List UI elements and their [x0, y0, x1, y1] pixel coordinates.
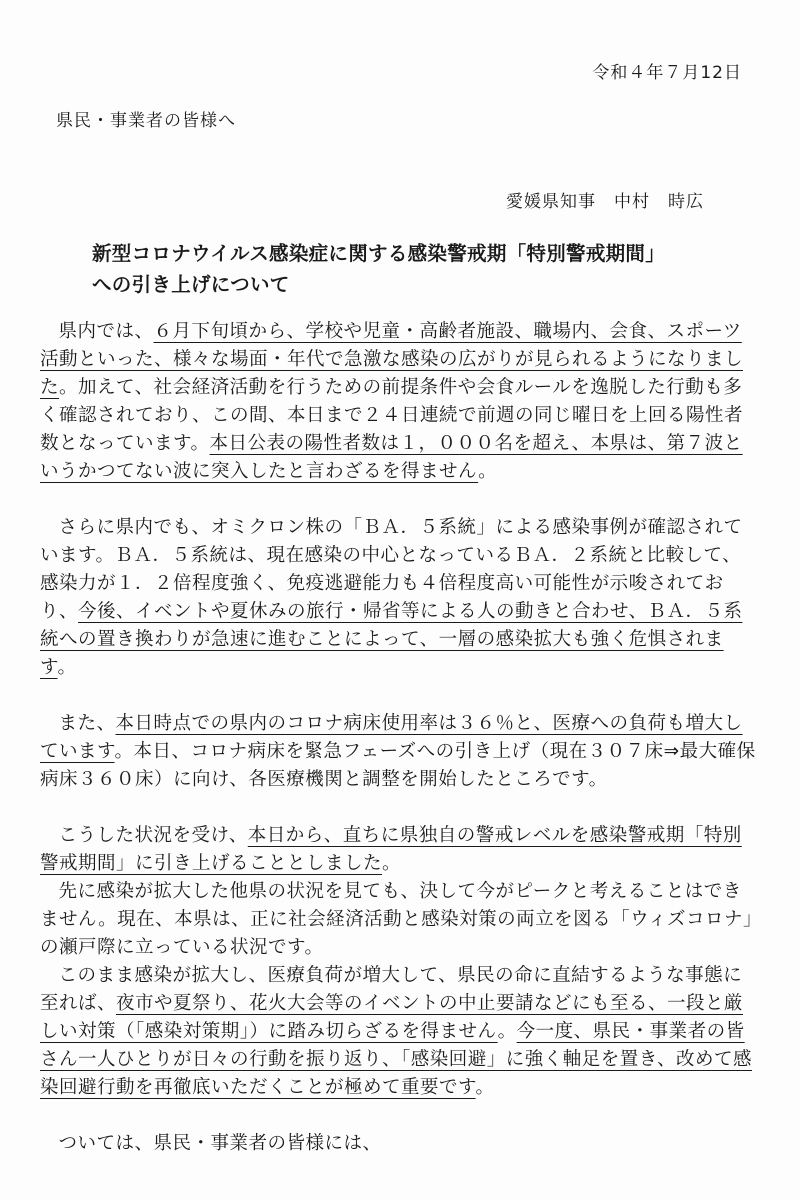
p2-text-b: 。 — [57, 657, 77, 678]
p1-underline-2: 本日公表の陽性者数は１，０００名を超え、本県は、第７波というかつてない波に突入したと言わざるを得ません — [40, 433, 743, 482]
document-body — [40, 318, 760, 1158]
p2-text-a: さらに県内でも、オミクロン株の「ＢＡ．５系統」による感染事例が確認されています。ＢＡ．５系統は、現在感染の中心となっているＢＡ．２系統と比較して、感染力が１．２倍程度強く、免疫逃避能力も４倍程度高い可能性が示唆されており、 — [40, 517, 743, 622]
p6-underline-1: 夜市や夏祭り、花火大会等のイベントの中止要請などにも至る、一段と厳しい対策（「感染対策期」）に踏み切らざるを得ません — [40, 993, 744, 1042]
p7-text-a: ついては、県民・事業者の皆様には、 — [58, 1133, 382, 1154]
paragraph-5 — [40, 878, 760, 962]
sender-line — [506, 187, 704, 212]
p6-text-a: このまま感染が拡大し、医療負荷が増大して、県民の命に直結するような事態に至れば、 — [40, 965, 743, 1014]
p1-text-c: 。 — [478, 461, 498, 482]
p4-text-a: こうした状況を受け、 — [58, 825, 248, 846]
p2-underline-1: 今後、イベントや夏休みの旅行・帰省等による人の動きと合わせ、ＢＡ．５系統への置き換わりが急速に進むことによって、一層の感染拡大も強く危惧されます — [40, 601, 743, 678]
p5-text-a: 先に感染が拡大した他県の状況を見ても、決して今がピークと考えることはできません。現在、本県は、正に社会経済活動と感染対策の両立を図る「ウィズコロナ」の瀬戸際に立っている状況です。 — [40, 881, 753, 958]
paragraph-6 — [40, 962, 760, 1102]
sender-name: 中村 時広 — [614, 192, 704, 212]
p1-underline-1: ６月下旬頃から、学校や児童・高齢者施設、職場内、会食、スポーツ活動といった、様々な場面・年代で急激な感染の広がりが見られるようになりました — [40, 321, 744, 398]
p3-text-a: また、 — [58, 713, 116, 734]
p3-underline-1: 本日時点での県内のコロナ病床使用率は３６％と、医療への負荷も増大しています — [40, 713, 743, 762]
document-title — [92, 238, 752, 300]
p1-text-a: 県内では、 — [58, 321, 154, 342]
paragraph-2 — [40, 514, 760, 682]
p6-text-b: 。 — [497, 1021, 517, 1042]
p1-text-b: 。加えて、社会経済活動を行うための前提条件や会食ルールを逸脱した行動も多く確認されており、この間、本日まで２４日連続で前週の同じ曜日を上回る陽性者数となっています。 — [40, 377, 744, 454]
p4-text-b: 。 — [382, 853, 402, 874]
document-date: 令和４年７月12日 — [592, 63, 742, 83]
addressee-line: 県民・事業者の皆様へ — [56, 111, 236, 131]
p6-text-c: 。 — [475, 1077, 495, 1098]
paragraph-3 — [40, 710, 760, 794]
paragraph-7 — [40, 1130, 760, 1158]
sender-office: 愛媛県知事 — [506, 192, 596, 212]
paragraph-4 — [40, 822, 760, 878]
title-line-2: への引き上げについて — [92, 273, 290, 296]
p3-text-b: 。本日、コロナ病床を緊急フェーズへの引き上げ（現在３０７床⇒最大確保病床３６０床）に向け、各医療機関と調整を開始したところです。 — [40, 741, 756, 790]
title-line-1: 新型コロナウイルス感染症に関する感染警戒期「特別警戒期間」 — [92, 242, 666, 265]
p6-underline-2: 今一度、県民・事業者の皆さん一人ひとりが日々の行動を振り返り、「感染回避」に強く軸足を置き、改めて感染回避行動を再徹底いただくことが極めて重要です — [40, 1021, 753, 1098]
p4-underline-1: 本日から、直ちに県独自の警戒レベルを感染警戒期「特別警戒期間」に引き上げることとしました — [40, 825, 742, 874]
paragraph-1 — [40, 318, 760, 486]
